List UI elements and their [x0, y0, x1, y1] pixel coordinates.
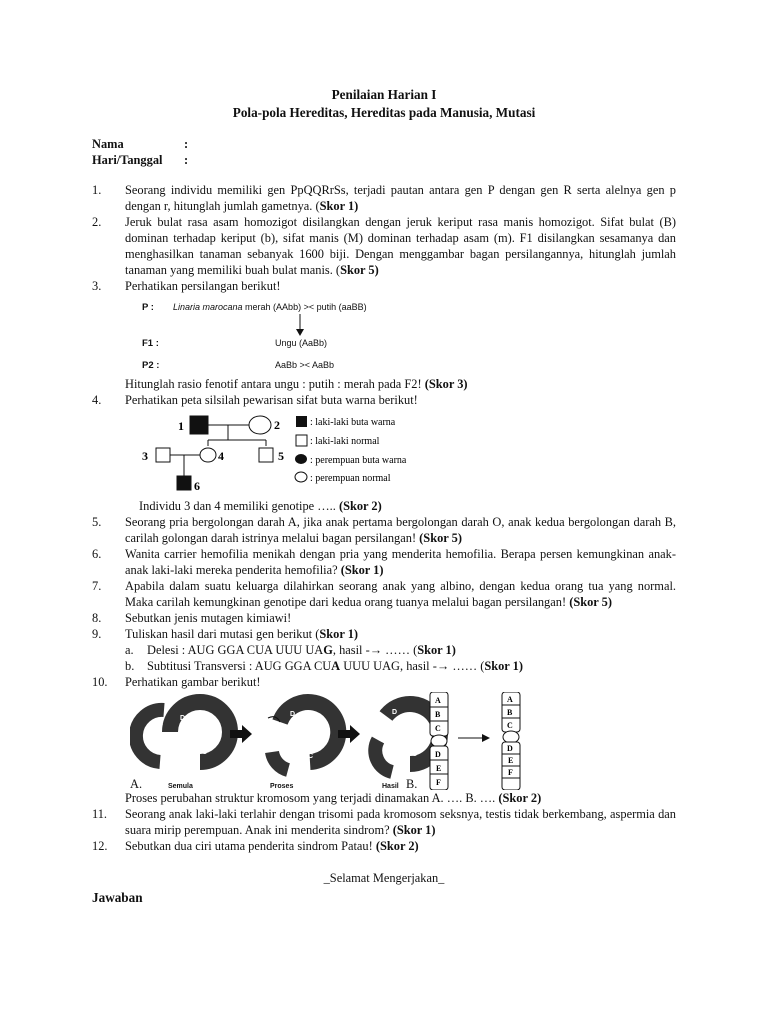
cross-p2-label: P2 :	[142, 360, 160, 371]
svg-text:E: E	[306, 715, 311, 722]
legend-affected-male: : laki-laki buta warna	[310, 417, 396, 428]
question-score: (Skor 1)	[340, 563, 384, 577]
sub-rest: UUU UAG, hasil -→ …… (	[340, 659, 485, 673]
gene-label: B	[507, 708, 513, 717]
question-number: 1.	[92, 183, 102, 197]
question-number: 10.	[92, 675, 108, 689]
closing-message: _Selamat Mengerjakan_	[323, 871, 445, 885]
question-score: Skor 1)	[319, 199, 359, 213]
sub-score: Skor 1)	[484, 659, 524, 673]
svg-text:D: D	[392, 709, 398, 716]
question-5	[92, 514, 676, 546]
legend-affected-female: : perempuan buta warna	[310, 455, 407, 466]
gene-label: D	[435, 750, 441, 759]
figure-b-letter: B.	[406, 777, 418, 791]
svg-text:E: E	[196, 719, 201, 726]
answer-heading: Jawaban	[92, 890, 143, 905]
caption-proses: Proses	[270, 783, 294, 790]
svg-text:D: D	[180, 715, 186, 722]
chromosome-b-before	[430, 692, 448, 790]
down-arrow-icon	[295, 314, 305, 336]
svg-text:C: C	[202, 749, 208, 756]
pedigree-female-normal	[249, 416, 271, 434]
pedigree-label-6: 6	[194, 479, 200, 493]
svg-text:C: C	[308, 753, 314, 760]
pedigree-female-normal	[200, 448, 216, 462]
question-list	[92, 182, 676, 854]
question-3-prompt	[92, 376, 676, 392]
pedigree-label-5: 5	[278, 449, 284, 463]
name-row	[92, 136, 676, 152]
pedigree-male-affected	[190, 416, 208, 434]
pedigree-male-affected	[177, 476, 191, 490]
svg-text:B: B	[158, 721, 164, 728]
question-score: Skor 1)	[319, 627, 359, 641]
chromosome-b-after	[502, 692, 520, 790]
cross-p-label: P :	[142, 302, 154, 313]
question-score: (Skor 3)	[424, 377, 468, 391]
question-12	[92, 838, 676, 854]
question-text: Seorang pria bergolongan darah A, jika anak pertama bergolongan darah O, anak kedua bergolongan darah B, carilah golongan darah istrinya melalui bagan persilangan!	[125, 515, 676, 545]
question-1	[92, 182, 676, 214]
pedigree-label-3: 3	[142, 449, 148, 463]
legend-normal-male: : laki-laki normal	[310, 436, 380, 447]
question-6	[92, 546, 676, 578]
sub-bold: G	[323, 643, 333, 657]
sub-letter: b.	[125, 659, 135, 673]
gene-label: D	[507, 744, 513, 753]
question-text: Seorang individu memiliki gen PpQQRrSs, terjadi pautan antara gen P dengan gen R serta alelnya gen p dengan r, hitunglah jumlah gametnya. (	[125, 183, 676, 213]
question-number: 3.	[92, 279, 102, 293]
question-text: Apabila dalam suatu keluarga dilahirkan seorang anak yang albino, dengan kedua orang tua yang normal. Maka carilah kemungkinan genotipe dari kedua orang tuanya melalui bagan persilangan!	[125, 579, 676, 609]
question-number: 6.	[92, 547, 102, 561]
sub-bold: A	[331, 659, 341, 673]
question-number: 9.	[92, 627, 102, 641]
question-3	[92, 278, 676, 294]
cross-p-text: merah (AAbb) >< putih (aaBB)	[242, 302, 367, 312]
question-text: Perhatikan peta silsilah pewarisan sifat buta warna berikut!	[125, 393, 418, 407]
cross-f1-label: F1 :	[142, 338, 159, 349]
question-text: Hitunglah rasio fenotif antara ungu : putih : merah pada F2!	[125, 377, 425, 391]
question-score: (Skor 2)	[375, 839, 419, 853]
sub-score: Skor 1)	[417, 643, 456, 657]
question-text: Perhatikan persilangan berikut!	[125, 279, 281, 293]
question-11	[92, 806, 676, 838]
worksheet-subtitle: Pola-pola Hereditas, Hereditas pada Manusia, Mutasi	[232, 105, 536, 120]
pedigree-label-2: 2	[274, 418, 280, 432]
pedigree-chart	[112, 410, 432, 498]
date-colon: :	[184, 153, 189, 167]
svg-text:F: F	[422, 731, 427, 738]
worksheet-page	[92, 86, 676, 906]
question-number: 4.	[92, 393, 102, 407]
question-number: 2.	[92, 215, 102, 229]
pedigree-label-1: 1	[178, 419, 184, 433]
gene-label: C	[507, 721, 513, 730]
sub-text: Delesi : AUG GGA CUA UUU UA	[147, 643, 324, 657]
svg-text:F: F	[208, 735, 213, 742]
caption-hasil: Hasil	[382, 783, 399, 790]
svg-text:A: A	[156, 737, 162, 744]
question-text: Seorang anak laki-laki terlahir dengan trisomi pada kromosom seksnya, testis tidak berkembang, aspermia dan suara mirip perempuan. Anak ini menderita sindrom?	[125, 807, 676, 837]
gene-label: A	[507, 695, 513, 704]
svg-text:F: F	[318, 733, 323, 740]
question-7	[92, 578, 676, 610]
figure-a-letter: A.	[130, 777, 143, 791]
question-text: Jeruk bulat rasa asam homozigot disilangkan dengan jeruk keriput rasa manis homozigot. Sifat bulat (B) dominan terhadap keriput (b), sifat manis (M) dominan terhadap asam (m). F1 disilangkan sesamanya dan menghasilkan tanaman sebanyak 1600 biji. Dengan menggambar bagan persilangannya, hitunglah jumlah tanaman yang memiliki buah bulat manis. (	[125, 215, 676, 277]
gene-label: C	[435, 724, 441, 733]
cross-f1-text: Ungu (AaBb)	[275, 338, 328, 348]
question-number: 7.	[92, 579, 102, 593]
question-text: Perhatikan gambar berikut!	[125, 675, 261, 689]
worksheet-title: Penilaian Harian I	[331, 87, 437, 102]
chromosome-proses	[268, 702, 338, 770]
question-9a	[92, 642, 676, 658]
cross-p2-text: AaBb >< AaBb	[275, 360, 335, 370]
question-2	[92, 214, 676, 278]
question-text: Sebutkan jenis mutagen kimiawi!	[125, 611, 292, 625]
question-number: 5.	[92, 515, 102, 529]
chromosome-semula	[136, 702, 230, 762]
sub-rest: , hasil -→ …… (	[332, 643, 418, 657]
gene-label: E	[436, 764, 442, 773]
species-name: Linaria marocana	[173, 302, 243, 312]
svg-text:G: G	[158, 749, 164, 756]
name-label: Nama	[92, 137, 124, 151]
svg-text:E: E	[408, 713, 413, 720]
question-score: (Skor 2)	[338, 499, 382, 513]
question-text: Proses perubahan struktur kromosom yang terjadi dinamakan A. …. B. ….	[125, 791, 499, 805]
question-score: (Skor 1)	[392, 823, 436, 837]
question-9b	[92, 658, 676, 674]
question-number: 11.	[92, 807, 108, 821]
pedigree-label-4: 4	[218, 449, 224, 463]
question-10-prompt	[92, 790, 676, 806]
question-score: Skor 5)	[340, 263, 379, 277]
sub-text: Subtitusi Transversi : AUG GGA CU	[147, 659, 332, 673]
date-label: Hari/Tanggal	[92, 153, 163, 167]
cross-diagram	[125, 298, 395, 376]
date-row	[92, 152, 676, 168]
pedigree-male-normal	[156, 448, 170, 462]
gene-label: F	[508, 768, 513, 777]
question-text: Individu 3 dan 4 memiliki genotipe …..	[139, 499, 339, 513]
svg-text:D: D	[290, 711, 296, 718]
caption-semula: Semula	[168, 783, 193, 790]
question-number: 8.	[92, 611, 102, 625]
question-9	[92, 626, 676, 642]
question-text: Tuliskan hasil dari mutasi gen berikut (	[125, 627, 320, 641]
student-info	[92, 136, 676, 168]
question-8	[92, 610, 676, 626]
question-text: Wanita carrier hemofilia menikah dengan pria yang menderita hemofilia. Berapa persen kemungkinan anak-anak laki-laki mereka penderita hemofilia?	[125, 547, 676, 577]
name-colon: :	[184, 137, 189, 151]
gene-label: E	[508, 756, 514, 765]
question-score: (Skor 2)	[498, 791, 542, 805]
question-text: Sebutkan dua ciri utama penderita sindrom Patau!	[125, 839, 376, 853]
question-4	[92, 392, 676, 408]
question-4-prompt	[92, 498, 676, 514]
question-10	[92, 674, 676, 690]
question-number: 12.	[92, 839, 108, 853]
gene-label: B	[435, 710, 441, 719]
legend-normal-female: : perempuan normal	[310, 473, 391, 484]
question-score: (Skor 5)	[419, 531, 462, 545]
gene-label: F	[436, 778, 441, 787]
svg-text:C: C	[412, 751, 418, 758]
pedigree-male-normal	[259, 448, 273, 462]
chromosome-figure	[130, 692, 650, 790]
question-score: (Skor 5)	[569, 595, 612, 609]
sub-letter: a.	[125, 643, 134, 657]
gene-label: A	[435, 696, 441, 705]
